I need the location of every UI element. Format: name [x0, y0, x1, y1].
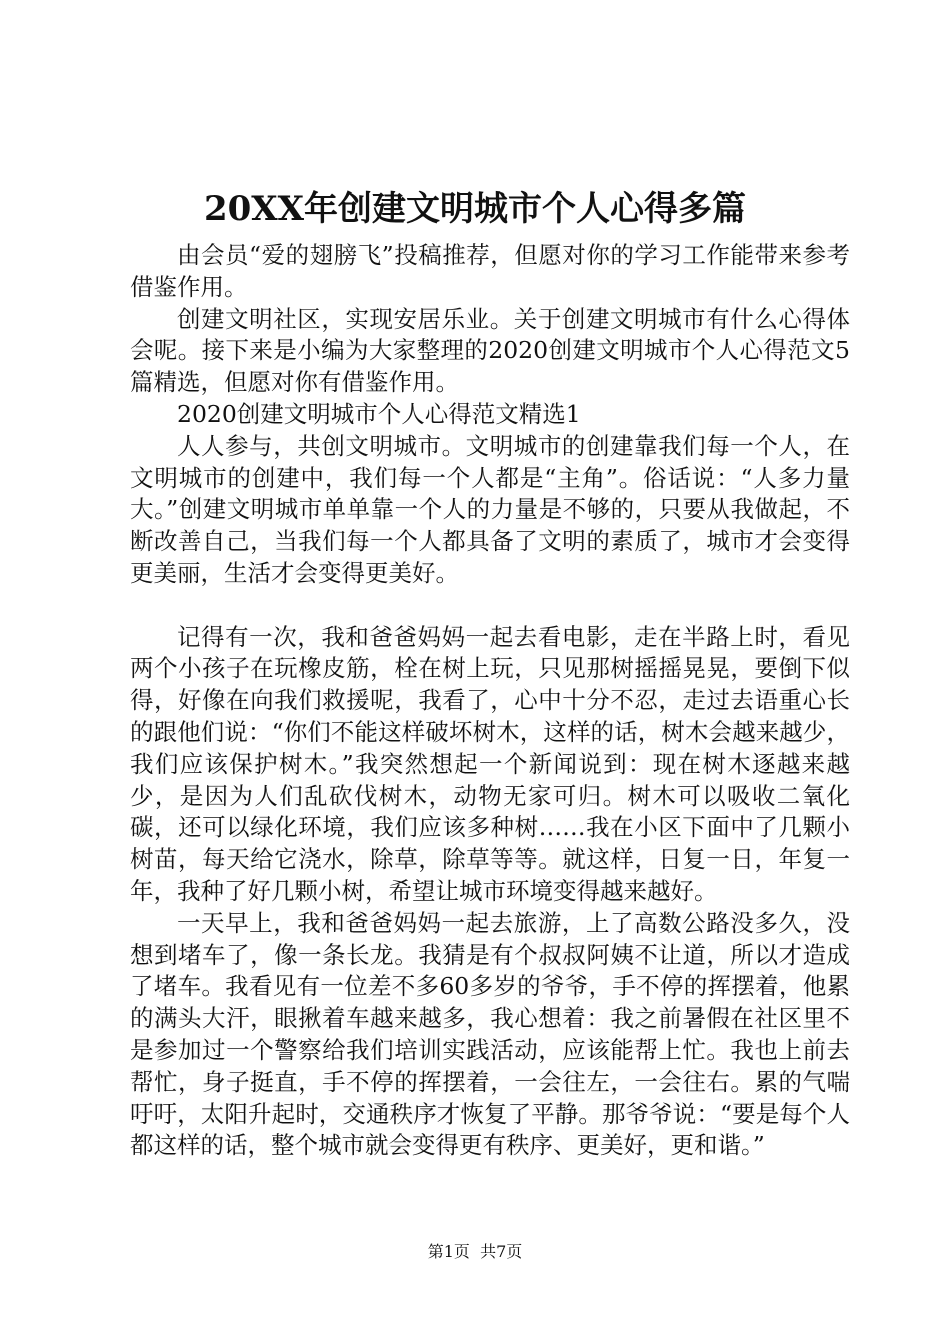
page-footer: 第1页 共7页	[427, 1242, 523, 1261]
paragraph-body: 记得有一次，我和爸爸妈妈一起去看电影，走在半路上时，看见两个小孩子在玩橡皮筋，栓在树上玩，只见那树摇摇晃晃，要倒下似得，好像在向我们救援呢，我看了，心中十分不忍，走过去语重心长的跟他们说：“你们不能这样破坏树木，这样的话，树木会越来越少，我们应该保护树木。”我突然想起一个新闻说到：现在树木逐越来越少，是因为人们乱砍伐树木，动物无家可归。树木可以吸收二氧化碳，还可以绿化环境，我们应该多种树……我在小区下面中了几颗小树苗，每天给它浇水，除草，除草等等。就这样，日复一日，年复一年，我种了好几颗小树，希望让城市环境变得越来越好。	[130, 622, 850, 905]
paragraph-body: 一天早上，我和爸爸妈妈一起去旅游，上了高数公路没多久，没想到堵车了，像一条长龙。我猜是有个叔叔阿姨不让道，所以才造成了堵车。我看见有一位差不多60多岁的爷爷，手不停的挥摆着，他累的满头大汗，眼揪着车越来越多，我心想着：我之前暑假在社区里不是参加过一个警察给我们培训实践活动，应该能帮上忙。我也上前去帮忙，身子挺直，手不停的挥摆着，一会往左，一会往右。累的气喘吁吁，太阳升起时，交通秩序才恢复了平静。那爷爷说：“要是每个人都这样的话，整个城市就会变得更有秩序、更美好，更和谐。”	[130, 908, 850, 1160]
paragraph-intro: 由会员“爱的翅膀飞”投稿推荐，但愿对你的学习工作能带来参考借鉴作用。	[130, 241, 850, 301]
document-body	[130, 240, 850, 1162]
paragraph-body: 人人参与，共创文明城市。文明城市的创建靠我们每一个人，在文明城市的创建中，我们每一个人都是“主角”。俗话说：“人多力量大。”创建文明城市单单靠一个人的力量是不够的，只要从我做起，不断改善自己，当我们每一个人都具备了文明的素质了，城市才会变得更美丽，生活才会变得更美好。	[130, 431, 850, 587]
section-heading: 2020创建文明城市个人心得范文精选1	[177, 399, 581, 428]
paragraph-summary: 创建文明社区，实现安居乐业。关于创建文明城市有什么心得体会呢。接下来是小编为大家整理的2020创建文明城市个人心得范文5篇精选，但愿对你有借鉴作用。	[130, 304, 850, 397]
page-title: 20XX年创建文明城市个人心得多篇	[203, 189, 747, 229]
